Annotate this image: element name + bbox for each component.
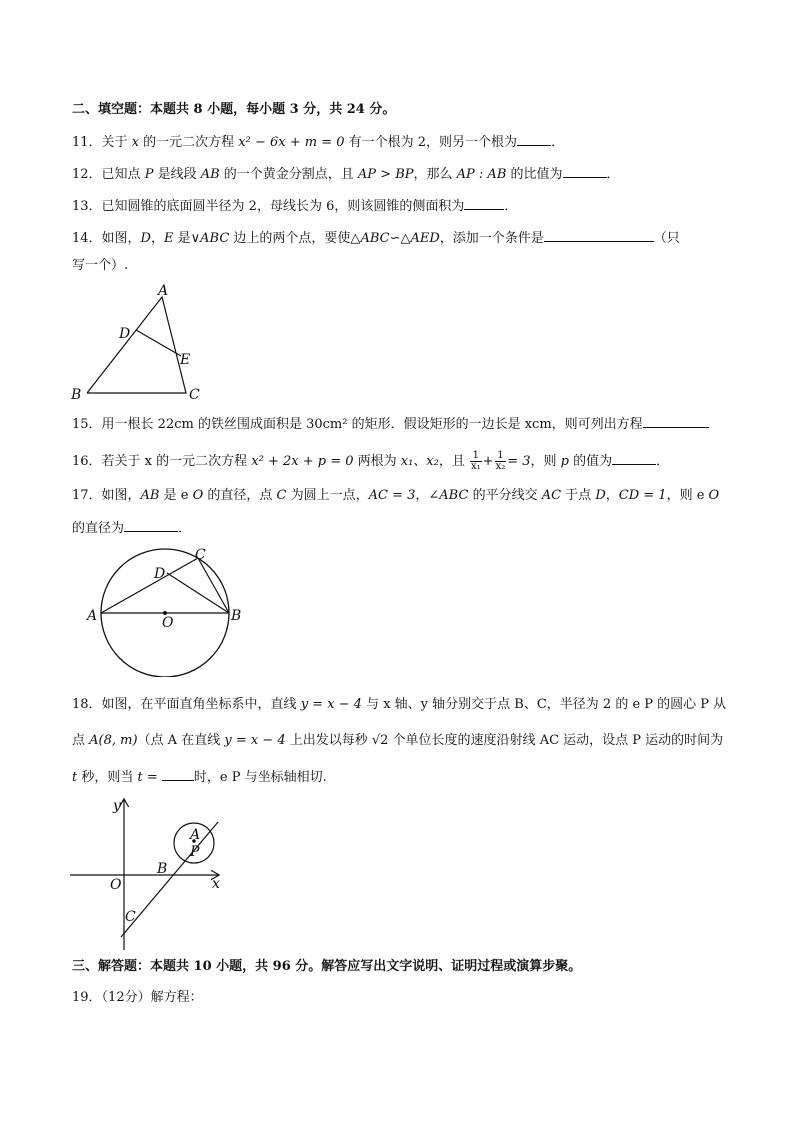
q18-point-a: A(8, m) [89,733,138,748]
answer-blank[interactable] [162,768,194,781]
label-e: E [180,352,191,368]
answer-blank[interactable] [517,133,551,146]
q18-text: 时，e P 与坐标轴相切. [193,770,327,785]
frac-num: 1 [470,451,482,462]
frac-num: 1 [495,451,507,462]
q17-given: AC = 3 [368,488,416,503]
q14-text: ∽△ [389,231,411,246]
q17-text: 的直径，点 [203,488,277,503]
answer-blank[interactable] [563,165,607,178]
question-17 [72,488,719,504]
question-17-cont [72,519,191,537]
q17-text: ， [605,488,619,503]
question-15 [72,415,709,433]
q14-text: ，添加一个条件是 [439,231,544,246]
q17-var: AC [541,488,562,503]
label-d: D [154,566,166,582]
label-c: C [195,547,206,563]
q12-var: AB [200,167,220,182]
q14-text: 边上的两个点，要使△ [229,231,361,246]
question-12 [72,165,620,183]
label-d: D [119,326,131,342]
label-b: B [231,608,242,624]
q18-text: 与 x 轴、y 轴分别交于点 B、C，半径为 2 的 e P 的圆心 P 从 [361,697,727,712]
q16-text: 的值为 [568,454,613,469]
answer-blank[interactable] [612,452,656,465]
frac-den: x₂ [495,461,506,472]
label-o: O [110,877,122,893]
question-18-cont2 [72,768,327,786]
q14-text: 是∨ [173,231,201,246]
question-13 [72,197,517,215]
label-b: B [157,861,168,877]
q11-text: 的一元二次方程 [139,135,239,150]
q14-text: ， [150,231,164,246]
answer-blank[interactable] [643,415,709,428]
q16-text: 两根为 [353,454,401,469]
question-16 [72,450,669,474]
q17-text: 是 e [159,488,193,503]
q14-text: （只 [653,231,680,246]
label-a: A [87,608,98,624]
q14-text: 14．如图， [72,231,141,246]
label-o: O [162,615,174,631]
q11-equation: x² − 6x + m = 0 [238,135,345,150]
q12-text: 是线段 [153,167,201,182]
question-18-cont [72,733,723,749]
figure-triangle-abc [64,280,214,402]
q16-text: 16．若关于 x 的一元二次方程 [72,454,252,469]
q15-text: 15．用一根长 22cm 的铁丝围成面积是 30cm² 的矩形．假设矩形的一边长是 xcm，则可列出方程 [72,417,643,432]
q16-roots: x₁、x₂ [400,454,439,469]
question-11 [72,133,564,151]
q17-given: CD = 1 [618,488,667,503]
q18-text: 点 [72,733,90,748]
q18-line-equation: y = x − 4 [224,733,286,748]
section-heading-solutions: 三、解答题：本题共 10 小题，共 96 分。解答应写出文字说明、证明过程或演算步聚。 [72,959,582,974]
q18-var: t [72,770,78,785]
q17-text: ，则 e [666,488,709,503]
q16-value: = 3 [507,454,531,469]
label-c: C [189,387,200,402]
q17-var: C [276,488,287,503]
q17-var: D [595,488,606,503]
fraction-1-over-x1 [470,451,482,472]
q11-text: 11．关于 [72,135,132,150]
q17-text: 的平分线交 [468,488,542,503]
plus-sign: + [482,454,494,469]
question-14 [72,229,680,247]
q17-text: 为圆上一点， [286,488,369,503]
q18-text: 秒，则当 [77,770,138,785]
q17-text: ，∠ [415,488,440,503]
q18-text: = [142,770,162,785]
q17-var: O [708,488,720,503]
label-x: x [212,876,220,892]
q18-text: （点 A 在直线 [137,733,225,748]
q13-text: 13．已知圆锥的底面圆半径为 2，母线长为 6，则该圆锥的侧面积为 [72,199,465,214]
q12-text: 的比值为 [506,167,563,182]
fraction-1-over-x2 [495,451,507,472]
chord-cb [198,558,229,613]
answer-blank[interactable] [544,229,654,242]
q17-text: 于点 [561,488,596,503]
q17-text: 的直径为 [72,521,125,536]
q18-text: 18．如图，在平面直角坐标系中，直线 [72,697,301,712]
q14-var: ABC [200,231,230,246]
q18-line-equation: y = x − 4 [300,697,362,712]
question-18 [72,697,726,713]
label-p: P [190,844,200,860]
q17-var: AB [140,488,160,503]
q16-end: ． [656,454,670,469]
chord-ac [101,558,198,613]
answer-blank[interactable] [464,197,504,210]
q11-var: x [131,135,140,150]
figure-circle-o [86,545,244,677]
q14-var: AED [410,231,440,246]
q16-text: ，则 [530,454,561,469]
q12-inequality: AP > BP [357,167,414,182]
segment-de [136,330,181,356]
question-19: 19．（12分）解方程： [72,990,203,1005]
label-c: C [125,909,136,925]
q14-var: ABC [360,231,390,246]
q16-equation: x² + 2x + p = 0 [251,454,354,469]
q12-ratio: AP : AB [456,167,507,182]
q12-text: 12．已知点 [72,167,145,182]
q17-end: ． [178,521,192,536]
q16-text: ，且 [438,454,469,469]
answer-blank[interactable] [124,519,178,532]
q11-text: 有一个根为 2，则另一个根为 [344,135,518,150]
figure-coordinate-plane [66,795,232,955]
label-b: B [71,387,82,402]
q13-end: ． [504,199,518,214]
triangle-abc [87,297,186,393]
q14-var: E [164,231,174,246]
q14-var: D [140,231,151,246]
q12-text: ，那么 [413,167,457,182]
q16-var: p [560,454,569,469]
label-a: A [190,827,201,843]
q17-var: O [192,488,204,503]
label-a: A [158,283,169,299]
q12-text: 的一个黄金分割点，且 [219,167,358,182]
q12-end: ． [606,167,620,182]
frac-den: x₁ [471,461,481,472]
question-14-cont: 写一个）. [72,258,129,273]
q11-end: ． [551,135,565,150]
label-y: y [113,798,121,814]
q17-text: 17．如图， [72,488,141,503]
q17-var: ABC [439,488,469,503]
section-heading-fill-in: 二、填空题：本题共 8 小题，每小题 3 分，共 24 分。 [72,102,396,117]
q18-var: t [137,770,143,785]
q12-var: P [144,167,154,182]
q18-text: 上出发以每秒 √2 个单位长度的速度沿射线 AC 运动，设点 P 运动的时间为 [285,733,724,748]
